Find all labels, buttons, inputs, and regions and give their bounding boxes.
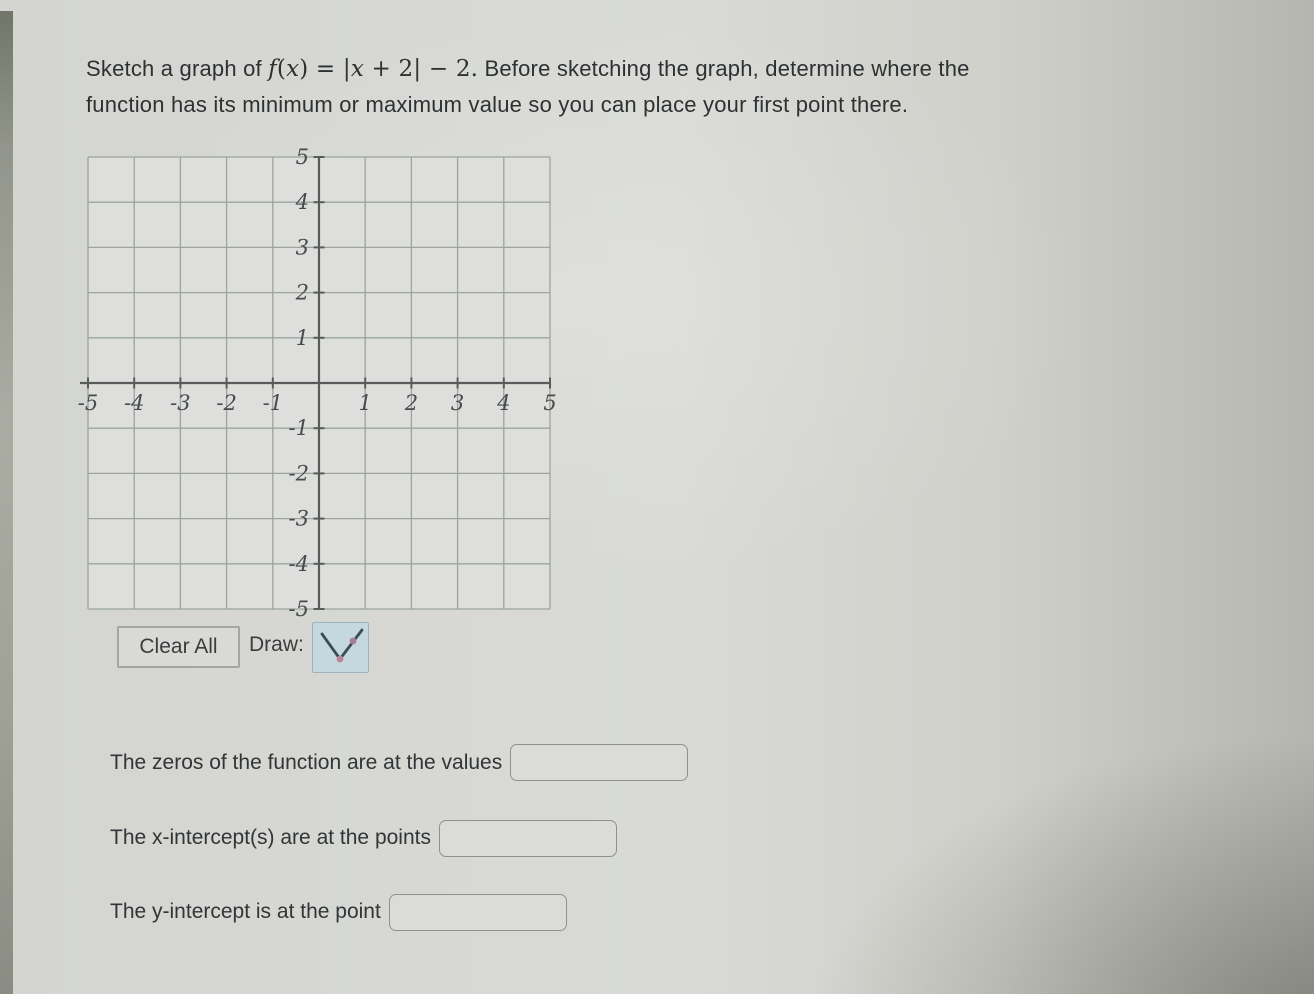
svg-text:-5: -5	[288, 597, 309, 621]
question-y-intercept-label: The y-intercept is at the point	[110, 900, 381, 923]
clear-all-button[interactable]: Clear All	[117, 626, 240, 668]
function-expression: f(x) = |x + 2| − 2.	[268, 56, 479, 82]
problem-line-1	[86, 51, 970, 87]
svg-text:4: 4	[295, 190, 309, 215]
svg-text:-3: -3	[288, 506, 309, 531]
graph-area[interactable]	[77, 145, 557, 621]
svg-text:5: 5	[295, 145, 309, 169]
svg-text:3: 3	[295, 235, 309, 260]
svg-text:2: 2	[295, 280, 309, 305]
photo-edge-shadow	[0, 11, 13, 994]
problem-text-pre: Sketch a graph of	[86, 56, 269, 81]
svg-text:3: 3	[450, 391, 465, 415]
svg-text:-3: -3	[170, 391, 191, 415]
svg-text:-2: -2	[216, 391, 237, 415]
svg-text:-5: -5	[77, 391, 99, 415]
svg-text:-1: -1	[262, 391, 284, 415]
problem-text-post: Before sketching the graph, determine where the	[478, 56, 970, 81]
question-zeros-label: The zeros of the function are at the values	[110, 750, 503, 774]
svg-text:-1: -1	[288, 416, 309, 441]
question-y-intercept	[110, 890, 567, 934]
svg-text:1: 1	[358, 391, 372, 415]
svg-text:5: 5	[543, 391, 557, 415]
draw-label: Draw:	[249, 633, 304, 656]
problem-statement	[86, 51, 970, 122]
question-x-intercepts	[110, 818, 617, 858]
svg-text:-2: -2	[288, 461, 309, 486]
zeros-answer-input[interactable]	[510, 744, 688, 781]
question-x-intercepts-label: The x-intercept(s) are at the points	[110, 826, 431, 849]
svg-text:-4: -4	[288, 551, 309, 576]
svg-text:1: 1	[295, 325, 309, 350]
y-intercept-answer-input[interactable]	[389, 894, 567, 931]
question-zeros	[110, 742, 688, 783]
svg-text:-4: -4	[123, 391, 145, 415]
absolute-value-v-icon	[314, 623, 368, 671]
svg-text:2: 2	[404, 391, 419, 415]
coordinate-grid[interactable]	[77, 145, 557, 621]
x-intercepts-answer-input[interactable]	[439, 820, 617, 857]
svg-text:4: 4	[497, 391, 511, 415]
draw-tool-button[interactable]	[312, 622, 369, 673]
problem-line-2: function has its minimum or maximum value so you can place your first point there.	[86, 92, 909, 117]
